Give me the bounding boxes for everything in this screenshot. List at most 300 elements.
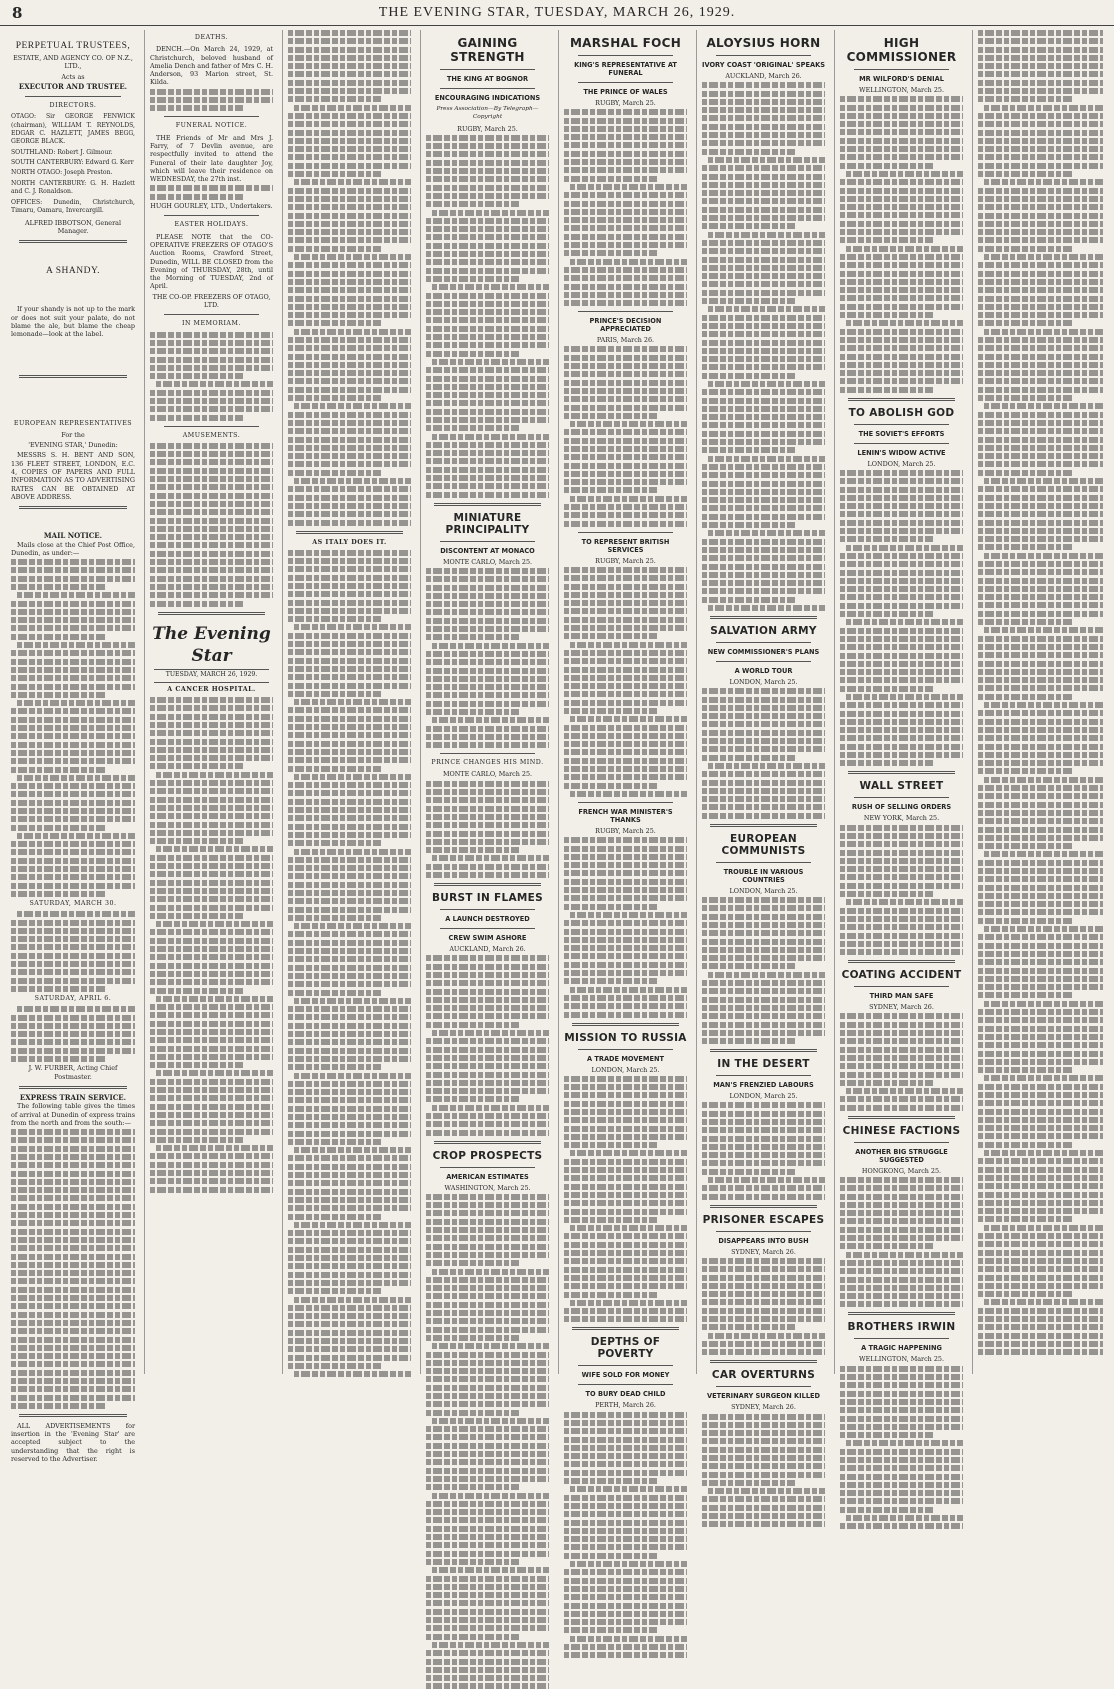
communists-sub: TROUBLE IN VARIOUS COUNTRIES: [723, 867, 804, 884]
text-line: [570, 987, 687, 993]
text-line: [702, 1266, 825, 1272]
text-line: [432, 643, 549, 649]
text-line: [288, 1238, 411, 1244]
text-line: [294, 1297, 411, 1303]
text-line: [702, 107, 825, 113]
text-line: [288, 931, 411, 937]
text-line: [564, 275, 687, 281]
text-line: [702, 688, 825, 694]
text-line: [702, 472, 825, 478]
text-line: [564, 405, 687, 411]
column-2: [144, 30, 278, 1374]
text-line: [702, 340, 825, 346]
text-line: [978, 287, 1103, 293]
burst-date: AUCKLAND, March 26.: [449, 945, 526, 954]
text-line: [426, 1592, 549, 1598]
chinese-head: CHINESE FACTIONS: [842, 1124, 961, 1137]
text-line: [564, 118, 687, 124]
text-line: [702, 505, 825, 511]
text-line: [978, 520, 1103, 526]
text-line: [426, 226, 549, 232]
text-line: [426, 1609, 549, 1615]
north-otago: NORTH OTAGO: Joseph Preston.: [11, 169, 113, 177]
text-line: [702, 522, 795, 528]
text-line: [984, 1299, 1103, 1305]
text-line: [840, 628, 963, 634]
text-line: [288, 591, 411, 597]
text-line: [426, 1072, 549, 1078]
text-line: [840, 760, 933, 766]
text-line: [150, 888, 273, 894]
mini-sub: DISCONTENT AT MONACO: [440, 546, 535, 555]
text-line: [426, 814, 549, 820]
text-line: [288, 38, 411, 44]
text-line: [426, 1210, 549, 1216]
text-line: [426, 1318, 549, 1324]
text-line: [840, 478, 963, 484]
text-line: [426, 601, 549, 607]
text-line: [150, 838, 243, 844]
text-line: [570, 421, 687, 427]
communists-date: LONDON, March 25.: [729, 886, 798, 895]
text-line: [978, 644, 1103, 650]
text-line: [978, 669, 1103, 675]
text-line: [426, 218, 549, 224]
text-line: [564, 929, 687, 935]
text-line: [288, 1164, 411, 1170]
desert-head: IN THE DESERT: [717, 1058, 810, 1071]
text-line: [840, 603, 963, 609]
text-line: [564, 625, 687, 631]
text-line: [978, 1192, 1103, 1198]
column-8: [972, 30, 1108, 1374]
burst-sub: A LAUNCH DESTROYED: [445, 915, 530, 924]
text-line: [840, 702, 963, 708]
text-line: [840, 487, 963, 493]
text-line: [426, 1219, 549, 1225]
text-line: [150, 905, 273, 911]
text-line: [840, 719, 963, 725]
column-6: [696, 30, 830, 1412]
text-line: [150, 1062, 243, 1068]
text-line: [978, 968, 1103, 974]
text-line: [288, 1048, 411, 1054]
text-line: [426, 1096, 519, 1102]
text-line: [426, 1227, 549, 1233]
text-line: [978, 1158, 1103, 1164]
text-line: [846, 1088, 963, 1094]
text-line: [840, 470, 963, 476]
text-line: [288, 683, 411, 689]
text-line: [564, 1611, 687, 1617]
memoriam-head: IN MEMORIAM.: [182, 320, 241, 328]
hc-date: WELLINGTON, March 25.: [859, 86, 944, 94]
text-line: [150, 730, 273, 736]
text-line: [702, 389, 825, 395]
irwin-sub: A TRAGIC HAPPENING: [861, 1344, 942, 1353]
text-line: [702, 746, 825, 752]
text-line: [564, 1184, 687, 1190]
text-line: [702, 539, 825, 545]
crop-date: WASHINGTON, March 25.: [444, 1183, 531, 1192]
crop-head: CROP PROSPECTS: [432, 1149, 543, 1162]
text-line: [564, 512, 687, 518]
text-line: [840, 561, 963, 567]
text-line: [702, 905, 825, 911]
text-line: [840, 636, 963, 642]
text-line: [426, 609, 549, 615]
text-line: [702, 1144, 825, 1150]
text-line: [288, 196, 411, 202]
text-line: [702, 1438, 825, 1444]
text-line: [426, 1659, 549, 1665]
text-line: [426, 1055, 549, 1061]
text-line: [426, 243, 549, 249]
text-line: [978, 1117, 1103, 1123]
text-line: [840, 138, 963, 144]
poverty-head: DEPTHS OF POVERTY: [590, 1336, 661, 1361]
text-line: [564, 854, 687, 860]
text-line: [150, 855, 273, 861]
text-line: [564, 658, 687, 664]
text-line: [978, 885, 1103, 891]
text-line: [426, 1244, 549, 1250]
text-line: [564, 151, 687, 157]
text-line: [294, 329, 411, 335]
text-line: [702, 997, 825, 1003]
chinese-date: HONGKONG, March 25.: [861, 1166, 942, 1175]
text-line: [426, 1443, 549, 1449]
text-line: [564, 292, 687, 298]
text-line: [426, 872, 549, 878]
text-line: [702, 348, 825, 354]
coop-freezers: THE CO-OP. FREEZERS OF OTAGO, LTD.: [152, 292, 271, 310]
text-line: [564, 1092, 687, 1098]
text-line: [702, 406, 825, 412]
text-line: [984, 553, 1103, 559]
text-line: [426, 1302, 549, 1308]
text-line: [564, 429, 687, 435]
text-line: [426, 1121, 549, 1127]
text-line: [288, 1006, 411, 1012]
communists-head: EUROPEAN COMMUNISTS: [721, 832, 806, 857]
text-line: [840, 1474, 963, 1480]
text-line: [564, 733, 687, 739]
text-line: [978, 154, 1103, 160]
text-line: [156, 996, 273, 1002]
text-line: [702, 240, 825, 246]
text-line: [288, 271, 411, 277]
text-line: [978, 918, 1073, 924]
text-line: [288, 1031, 411, 1037]
text-line: [156, 1070, 273, 1076]
text-line: [840, 387, 933, 393]
text-line: [564, 978, 657, 984]
text-line: [702, 547, 825, 553]
text-line: [978, 685, 1103, 691]
text-line: [978, 55, 1103, 61]
text-line: [150, 755, 273, 761]
text-line: [978, 1266, 1103, 1272]
text-line: [150, 863, 273, 869]
text-line: [288, 229, 411, 235]
text-line: [150, 780, 273, 786]
text-line: [288, 965, 411, 971]
text-line: [978, 345, 1103, 351]
text-line: [978, 395, 1073, 401]
text-line: [840, 1210, 963, 1216]
text-line: [702, 1455, 825, 1461]
text-line: [570, 184, 687, 190]
text-line: [564, 953, 687, 959]
text-line: [426, 734, 549, 740]
text-line: [978, 121, 1103, 127]
text-line: [978, 1067, 1073, 1073]
text-line: [978, 354, 1103, 360]
text-line: [426, 964, 549, 970]
text-line: [294, 849, 411, 855]
text-line: [288, 420, 411, 426]
text-line: [564, 887, 687, 893]
text-line: [564, 1076, 687, 1082]
text-line: [426, 651, 549, 657]
text-line: [840, 850, 963, 856]
text-line: [702, 447, 795, 453]
salvation-sub2: A WORLD TOUR: [734, 667, 793, 675]
text-line: [978, 1026, 1103, 1032]
text-line: [150, 1120, 273, 1126]
south-canterbury: SOUTH CANTERBURY: Edward G. Kerr: [11, 158, 134, 166]
text-line: [840, 949, 963, 955]
text-line: [978, 1125, 1103, 1131]
text-line: [564, 895, 687, 901]
text-line: [426, 1335, 519, 1341]
text-line: [426, 326, 549, 332]
text-line: [288, 749, 411, 755]
text-line: [978, 876, 1103, 882]
text-line: [426, 997, 549, 1003]
text-line: [432, 434, 549, 440]
text-line: [978, 1275, 1103, 1281]
text-line: [840, 1072, 963, 1078]
text-line: [570, 1225, 687, 1231]
text-line: [432, 1418, 549, 1424]
text-line: [288, 691, 381, 697]
text-line: [702, 174, 825, 180]
text-line: [426, 1063, 549, 1069]
text-line: [564, 1652, 687, 1658]
prince-date: MONTE CARLO, March 25.: [442, 770, 533, 779]
text-line: [288, 882, 411, 888]
wall-head: WALL STREET: [859, 780, 944, 793]
editorial-dateline: TUESDAY, MARCH 26, 1929.: [165, 670, 258, 678]
text-line: [978, 768, 1073, 774]
text-line: [840, 1490, 963, 1496]
text-line: [564, 1308, 687, 1314]
text-line: [426, 692, 549, 698]
text-line: [426, 1310, 549, 1316]
acts-as: Acts as: [61, 72, 85, 81]
text-line: [702, 1258, 825, 1264]
text-line: [564, 201, 687, 207]
text-line: [564, 521, 687, 527]
text-line: [840, 1523, 963, 1529]
gaining-head: GAINING STRENGTH: [450, 36, 525, 64]
text-line: [564, 1569, 687, 1575]
text-line: [294, 624, 411, 630]
text-line: [570, 791, 687, 797]
text-line: [564, 454, 687, 460]
text-line: [564, 346, 687, 352]
text-line: [978, 1167, 1103, 1173]
text-line: [288, 1155, 411, 1161]
text-line: [840, 1374, 963, 1380]
text-line: [702, 182, 825, 188]
text-line: [150, 1129, 273, 1135]
text-line: [288, 865, 411, 871]
prisoner-head: PRISONER ESCAPES: [702, 1213, 825, 1226]
text-line: [150, 763, 243, 769]
text-line: [426, 1551, 549, 1557]
text-line: [840, 329, 963, 335]
text-line: [978, 511, 1103, 517]
text-line: [426, 160, 549, 166]
text-line: [702, 414, 825, 420]
text-line: [150, 1079, 273, 1085]
text-line: [840, 1013, 963, 1019]
text-line: [984, 926, 1103, 932]
text-line: [426, 1277, 549, 1283]
text-line: [288, 1139, 381, 1145]
text-line: [294, 403, 411, 409]
text-line: [288, 641, 411, 647]
text-line: [702, 315, 825, 321]
text-line: [978, 1291, 1073, 1297]
text-line: [426, 742, 549, 748]
poverty-sub2: TO BURY DEAD CHILD: [585, 1390, 666, 1399]
text-line: [288, 296, 411, 302]
text-line: [846, 246, 963, 252]
text-line: [288, 312, 411, 318]
text-line: [978, 378, 1103, 384]
text-line: [702, 99, 825, 105]
text-line: [564, 471, 687, 477]
text-line: [702, 273, 825, 279]
text-line: [150, 929, 273, 935]
text-line: [288, 658, 411, 664]
undertakers: HUGH GOURLEY, LTD., Undertakers.: [150, 202, 273, 211]
text-line: [426, 626, 549, 632]
text-line: [150, 1029, 273, 1035]
text-line: [150, 896, 273, 902]
text-line: [840, 1285, 963, 1291]
text-line: [288, 287, 411, 293]
text-line: [702, 897, 825, 903]
text-line: [840, 262, 963, 268]
god-sub2: LENIN'S WIDOW ACTIVE: [857, 448, 946, 457]
text-line: [432, 855, 549, 861]
text-line: [978, 47, 1103, 53]
text-line: [288, 1081, 411, 1087]
text-line: [978, 636, 1103, 642]
text-line: [702, 738, 825, 744]
text-line: [426, 955, 549, 961]
text-line: [840, 841, 963, 847]
text-line: [984, 478, 1103, 484]
text-line: [426, 831, 549, 837]
text-line: [426, 442, 549, 448]
text-line: [708, 763, 825, 769]
text-line: [978, 860, 1103, 866]
text-line: [702, 115, 825, 121]
text-line: [984, 1225, 1103, 1231]
text-line: [978, 752, 1103, 758]
text-line: [288, 981, 411, 987]
text-line: [978, 437, 1103, 443]
all-advertisements: ALL ADVERTISEMENTS for insertion in the 'Evening Star' are accepted subject to the understanding that the right is reserved to the Advertiser.: [11, 1421, 135, 1464]
text-line: [564, 650, 687, 656]
column-3: [282, 30, 416, 1374]
text-line: [288, 262, 411, 268]
text-line: [288, 461, 411, 467]
text-line: [978, 536, 1103, 542]
text-line: [426, 1459, 549, 1465]
god-date: LONDON, March 25.: [867, 459, 936, 468]
text-line: [978, 428, 1103, 434]
column-5: [558, 30, 692, 1410]
text-line: [570, 1150, 687, 1156]
text-line: [564, 1412, 687, 1418]
text-line: [702, 713, 825, 719]
text-line: [840, 121, 963, 127]
text-line: [840, 1366, 963, 1372]
text-line: [702, 497, 825, 503]
text-line: [426, 143, 549, 149]
text-line: [840, 1105, 963, 1111]
foch-date: RUGBY, March 25.: [595, 99, 656, 107]
text-line: [426, 276, 519, 282]
text-line: [978, 793, 1103, 799]
text-line: [978, 221, 1103, 227]
text-line: [708, 1333, 825, 1339]
car-date: SYDNEY, March 26.: [731, 1403, 796, 1412]
text-line: [564, 1578, 687, 1584]
coating-head: COATING ACCIDENT: [841, 969, 962, 982]
text-line: [150, 1054, 273, 1060]
text-line: [564, 1233, 687, 1239]
text-line: [426, 1509, 549, 1515]
text-line: [426, 450, 549, 456]
text-line: [978, 661, 1103, 667]
text-line: [840, 1038, 963, 1044]
text-line: [564, 1603, 687, 1609]
text-line: [426, 1451, 549, 1457]
text-line: [426, 864, 549, 870]
text-line: [150, 705, 273, 711]
text-line: [708, 157, 825, 163]
text-line: [426, 1047, 549, 1053]
text-line: [564, 1250, 687, 1256]
text-line: [288, 520, 411, 526]
text-line: [840, 727, 963, 733]
text-line: [840, 941, 963, 947]
text-line: [426, 1584, 549, 1590]
text-line: [702, 1521, 825, 1527]
text-line: [426, 392, 549, 398]
text-line: [702, 223, 795, 229]
text-line: [564, 371, 687, 377]
text-line: [288, 188, 411, 194]
